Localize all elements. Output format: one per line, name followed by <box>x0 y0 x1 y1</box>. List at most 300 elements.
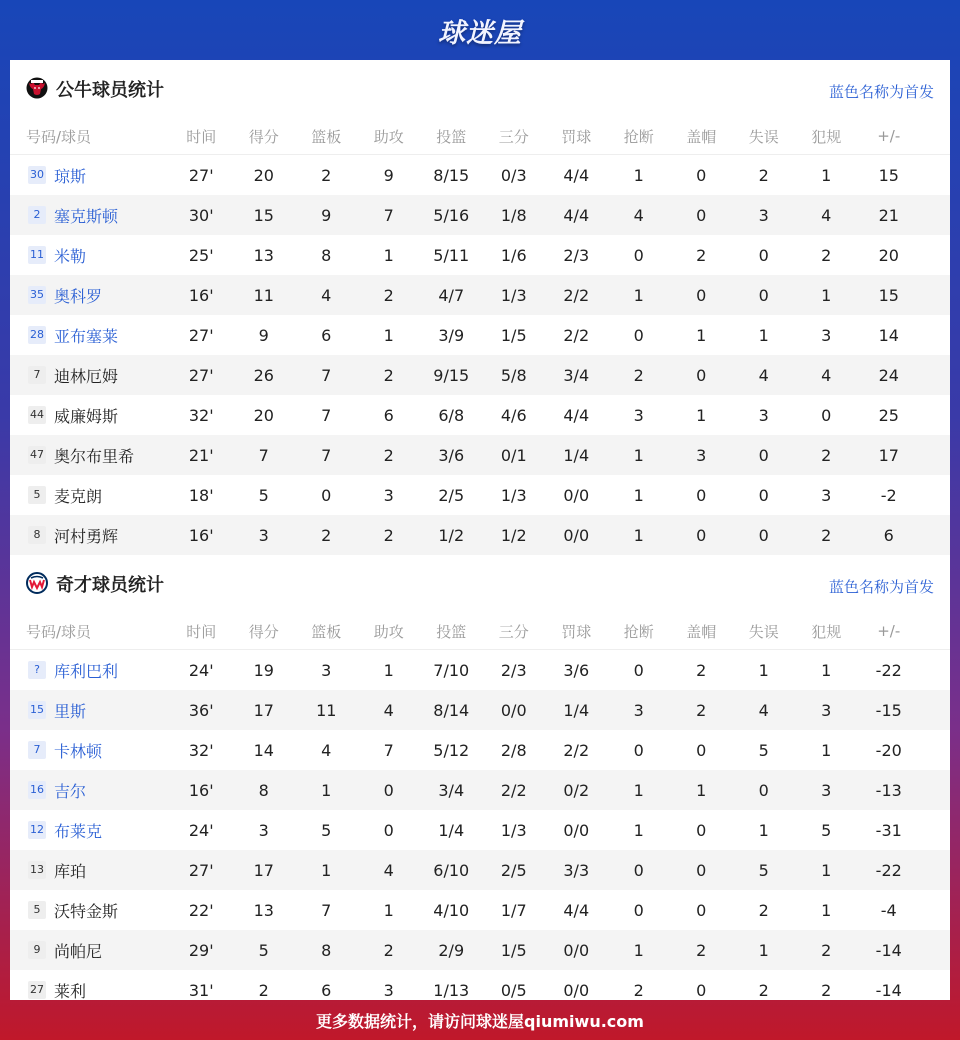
stat-cell: 5 <box>758 860 769 880</box>
stat-cell: 3/6 <box>563 660 590 680</box>
stat-cell: 0/5 <box>500 980 527 1000</box>
player-cell <box>10 819 170 842</box>
player-cell <box>10 899 170 922</box>
stat-cell: 2 <box>821 525 832 545</box>
stat-cell: 2/2 <box>563 740 590 760</box>
column-header: 篮板 <box>311 127 342 146</box>
stat-cell: 1 <box>633 525 644 545</box>
player-name[interactable]: 库利巴利 <box>54 661 119 681</box>
brand-bar <box>0 0 960 60</box>
team-section-wizards <box>10 555 950 1010</box>
stat-cell: 2 <box>633 980 644 1000</box>
stat-cell: 9 <box>321 205 332 225</box>
brand-logo: 球迷屋 <box>438 17 522 49</box>
stat-cell: 25' <box>188 245 214 265</box>
stat-cell: 13 <box>253 900 274 920</box>
stat-cell: 1 <box>633 445 644 465</box>
stat-cell: 2/2 <box>500 780 527 800</box>
stat-cell: 0 <box>633 660 644 680</box>
stat-cell: 0 <box>633 245 644 265</box>
stat-cell: 0 <box>758 445 769 465</box>
player-cell <box>10 204 170 227</box>
stat-cell: 1/4 <box>563 700 590 720</box>
stat-cell: 2/5 <box>438 485 465 505</box>
stat-cell: 4 <box>321 740 332 760</box>
stat-cell: 2/8 <box>500 740 527 760</box>
stat-cell: 4 <box>321 285 332 305</box>
stat-cell: 1 <box>383 325 394 345</box>
stat-cell: 0/2 <box>563 780 590 800</box>
stat-cell: 14 <box>253 740 274 760</box>
stat-cell: -22 <box>875 860 902 880</box>
stat-cell: 7 <box>383 205 394 225</box>
stat-cell: 0 <box>633 900 644 920</box>
player-name[interactable]: 奥尔布里希 <box>54 446 135 466</box>
player-row <box>10 235 950 275</box>
stat-cell: 2 <box>758 165 769 185</box>
stat-cell: -2 <box>880 485 897 505</box>
stat-cell: 3 <box>696 445 707 465</box>
stat-cell: 3 <box>258 525 269 545</box>
stat-cell: 2/2 <box>563 285 590 305</box>
column-header: +/- <box>877 622 901 640</box>
jersey-number: 8 <box>28 526 46 544</box>
stat-cell: 9 <box>258 325 269 345</box>
column-header: 犯规 <box>811 622 842 641</box>
player-row <box>10 690 950 730</box>
jersey-number: 2 <box>28 206 46 224</box>
stat-cell: -15 <box>875 700 902 720</box>
stat-cell: 0/0 <box>563 980 590 1000</box>
stat-cell: 5 <box>758 740 769 760</box>
stat-cell: 3 <box>821 325 832 345</box>
jersey-number: 11 <box>28 246 46 264</box>
stat-cell: 6/8 <box>438 405 465 425</box>
stat-cell: 3/4 <box>438 780 465 800</box>
stat-cell: 0 <box>383 780 394 800</box>
stat-cell: 3/9 <box>438 325 465 345</box>
player-cell <box>10 939 170 962</box>
jersey-number: 30 <box>28 166 46 184</box>
stat-cell: 5 <box>321 820 332 840</box>
stat-cell: 16' <box>188 285 214 305</box>
player-name[interactable]: 尚帕尼 <box>54 941 103 961</box>
footer-text[interactable]: 更多数据统计，请访问球迷屋qiumiwu.com <box>316 1011 644 1031</box>
stat-cell: 0 <box>633 740 644 760</box>
stat-cell: 4/4 <box>563 165 590 185</box>
stat-cell: 0 <box>696 900 707 920</box>
stat-cell: 1/2 <box>500 525 527 545</box>
jersey-number: ? <box>28 661 46 679</box>
stat-cell: -4 <box>880 900 897 920</box>
stat-cell: 1 <box>758 820 769 840</box>
stat-cell: 1/2 <box>438 525 465 545</box>
stat-cell: 9/15 <box>433 365 470 385</box>
stat-cell: 1/3 <box>500 285 527 305</box>
stat-cell: 0 <box>321 485 332 505</box>
column-header: 得分 <box>248 127 279 146</box>
jersey-number: 47 <box>28 446 46 464</box>
stat-cell: 4 <box>758 365 769 385</box>
jersey-number: 44 <box>28 406 46 424</box>
stat-cell: 27' <box>188 365 214 385</box>
stat-cell: 0 <box>696 485 707 505</box>
stat-cell: 3/4 <box>563 365 590 385</box>
stat-cell: 2/2 <box>563 325 590 345</box>
player-name[interactable]: 亚布塞莱 <box>54 326 119 346</box>
stat-cell: 24' <box>188 660 214 680</box>
stat-cell: 0/1 <box>500 445 527 465</box>
player-name[interactable]: 沃特金斯 <box>54 901 119 921</box>
stat-cell: 0/0 <box>563 940 590 960</box>
stat-cell: 0/0 <box>563 485 590 505</box>
player-row <box>10 475 950 515</box>
stat-cell: 4/6 <box>500 405 527 425</box>
player-cell <box>10 739 170 762</box>
stat-cell: 1/4 <box>438 820 465 840</box>
stat-cell: 7 <box>321 365 332 385</box>
stat-cell: 0 <box>696 980 707 1000</box>
stat-cell: 2 <box>821 980 832 1000</box>
player-cell <box>10 164 170 187</box>
player-cell <box>10 284 170 307</box>
stat-cell: 30' <box>188 205 214 225</box>
stat-cell: -14 <box>875 940 902 960</box>
stat-cell: 15 <box>253 205 274 225</box>
wizards-logo-icon <box>26 572 48 594</box>
column-header: 盖帽 <box>686 127 717 146</box>
stat-cell: 11 <box>316 700 337 720</box>
column-header: 助攻 <box>373 622 404 641</box>
stat-cell: -20 <box>875 740 902 760</box>
jersey-number: 13 <box>28 861 46 879</box>
stat-cell: 1/3 <box>500 820 527 840</box>
stat-cell: 1 <box>633 285 644 305</box>
team-header <box>10 555 950 613</box>
stat-cell: 17 <box>253 700 274 720</box>
player-row <box>10 395 950 435</box>
player-name[interactable]: 琼斯 <box>54 166 87 186</box>
player-row <box>10 810 950 850</box>
stat-cell: 5/12 <box>433 740 470 760</box>
stat-cell: 1 <box>821 165 832 185</box>
stat-cell: 15 <box>878 285 899 305</box>
stat-cell: 5 <box>821 820 832 840</box>
stat-cell: 0 <box>696 860 707 880</box>
jersey-number: 7 <box>28 366 46 384</box>
stat-cell: 4/7 <box>438 285 465 305</box>
stat-cell: 14 <box>878 325 899 345</box>
stat-cell: 4/4 <box>563 405 590 425</box>
stat-cell: 36' <box>188 700 214 720</box>
player-row <box>10 890 950 930</box>
stat-cell: 1/4 <box>563 445 590 465</box>
stat-cell: 3/3 <box>563 860 590 880</box>
stat-cell: 1 <box>696 325 707 345</box>
stat-cell: 0 <box>758 525 769 545</box>
stat-cell: 1 <box>633 165 644 185</box>
stat-cell: 0 <box>696 820 707 840</box>
stat-cell: 7 <box>321 405 332 425</box>
column-header: 失误 <box>748 127 779 146</box>
jersey-number: 16 <box>28 781 46 799</box>
stat-cell: 0 <box>696 285 707 305</box>
column-header: +/- <box>877 127 901 145</box>
stat-cell: 24 <box>878 365 899 385</box>
jersey-number: 9 <box>28 941 46 959</box>
column-header: 三分 <box>498 127 529 146</box>
team-title: 公牛球员统计 <box>56 80 164 101</box>
stat-cell: 1 <box>633 820 644 840</box>
stat-cell: 3 <box>633 405 644 425</box>
stat-cell: 4 <box>633 205 644 225</box>
jersey-number: 7 <box>28 741 46 759</box>
stat-cell: 26 <box>253 365 274 385</box>
player-row <box>10 850 950 890</box>
stat-cell: 1/3 <box>500 485 527 505</box>
player-row <box>10 155 950 195</box>
stat-cell: 4 <box>821 365 832 385</box>
player-cell <box>10 404 170 427</box>
stat-cell: 2/5 <box>500 860 527 880</box>
player-cell <box>10 324 170 347</box>
stat-cell: 2 <box>383 940 394 960</box>
stat-cell: 3 <box>821 485 832 505</box>
column-header: 失误 <box>748 622 779 641</box>
stat-cell: 1 <box>321 780 332 800</box>
stat-cell: 27' <box>188 165 214 185</box>
stat-cell: 7/10 <box>433 660 470 680</box>
stat-cell: 5/16 <box>433 205 470 225</box>
stat-cell: 2 <box>758 980 769 1000</box>
player-name[interactable]: 麦克朗 <box>54 486 103 506</box>
stat-cell: 0 <box>696 525 707 545</box>
player-name[interactable]: 吉尔 <box>54 781 87 801</box>
stat-cell: 27' <box>188 860 214 880</box>
stat-cell: 16' <box>188 525 214 545</box>
stat-cell: 19 <box>253 660 274 680</box>
player-name[interactable]: 河村勇辉 <box>54 526 119 546</box>
stat-cell: 2 <box>696 940 707 960</box>
player-cell <box>10 699 170 722</box>
stat-cell: 1/8 <box>500 205 527 225</box>
stat-cell: 6 <box>883 525 894 545</box>
player-row <box>10 650 950 690</box>
stat-cell: 8 <box>321 245 332 265</box>
stat-cell: 1 <box>821 860 832 880</box>
stat-cell: 3 <box>383 980 394 1000</box>
player-name[interactable]: 米勒 <box>54 246 87 266</box>
stat-cell: 3 <box>821 700 832 720</box>
stat-cell: 8/14 <box>433 700 470 720</box>
stat-cell: 3 <box>633 700 644 720</box>
stat-cell: 0/0 <box>563 525 590 545</box>
player-name[interactable]: 布莱克 <box>54 821 103 841</box>
stat-cell: 2 <box>821 245 832 265</box>
stat-cell: 6 <box>383 405 394 425</box>
stat-cell: 4 <box>383 700 394 720</box>
stat-cell: 1 <box>821 740 832 760</box>
jersey-number: 27 <box>28 981 46 999</box>
bulls-logo-icon <box>26 77 48 99</box>
player-name[interactable]: 卡林顿 <box>54 741 103 761</box>
player-row <box>10 195 950 235</box>
stat-cell: 2 <box>696 245 707 265</box>
stat-cell: 2/9 <box>438 940 465 960</box>
player-row <box>10 515 950 555</box>
stat-cell: 0 <box>758 285 769 305</box>
player-cell <box>10 524 170 547</box>
stat-cell: 2 <box>383 525 394 545</box>
stat-cell: 0 <box>758 780 769 800</box>
jersey-number: 35 <box>28 286 46 304</box>
stat-cell: 2 <box>821 445 832 465</box>
stat-cell: 1 <box>633 940 644 960</box>
stat-cell: 7 <box>321 445 332 465</box>
stat-cell: 1 <box>758 325 769 345</box>
stat-cell: 2 <box>258 980 269 1000</box>
stat-cell: 8/15 <box>433 165 470 185</box>
stat-cell: 0 <box>696 365 707 385</box>
stat-cell: 2 <box>383 365 394 385</box>
player-name[interactable]: 莱利 <box>54 981 87 1001</box>
stat-cell: 2 <box>821 940 832 960</box>
stat-cell: -13 <box>875 780 902 800</box>
stat-cell: 0/0 <box>563 820 590 840</box>
stat-cell: 4/4 <box>563 205 590 225</box>
stat-cell: 6/10 <box>433 860 470 880</box>
footer-banner <box>0 1000 960 1040</box>
player-cell <box>10 859 170 882</box>
stat-cell: 1 <box>321 860 332 880</box>
stat-cell: 29' <box>188 940 214 960</box>
column-header: 罚球 <box>561 622 592 641</box>
stat-cell: 1 <box>758 940 769 960</box>
player-row <box>10 355 950 395</box>
stat-cell: 2 <box>758 900 769 920</box>
stat-cell: 1/5 <box>500 940 527 960</box>
player-name[interactable]: 塞克斯顿 <box>54 206 119 226</box>
starter-legend: 蓝色名称为首发 <box>828 578 934 596</box>
player-name[interactable]: 奥科罗 <box>54 286 103 306</box>
stat-cell: 0 <box>821 405 832 425</box>
stat-cell: 0/3 <box>500 165 527 185</box>
stat-cell: 3 <box>758 205 769 225</box>
player-cell <box>10 779 170 802</box>
stat-cell: 5 <box>258 485 269 505</box>
column-header: 投篮 <box>436 127 467 146</box>
stat-cell: 3 <box>758 405 769 425</box>
stat-cell: 2 <box>321 165 332 185</box>
stat-cell: 4 <box>758 700 769 720</box>
player-row <box>10 770 950 810</box>
stat-cell: 7 <box>383 740 394 760</box>
stat-cell: 0 <box>383 820 394 840</box>
stat-cell: 4 <box>821 205 832 225</box>
jersey-number: 5 <box>28 486 46 504</box>
stat-cell: 11 <box>253 285 274 305</box>
player-row <box>10 930 950 970</box>
stat-cell: 2 <box>696 700 707 720</box>
stat-cell: 1 <box>633 780 644 800</box>
stat-cell: 3/6 <box>438 445 465 465</box>
player-name[interactable]: 威廉姆斯 <box>54 406 119 426</box>
stat-cell: 1/6 <box>500 245 527 265</box>
player-name[interactable]: 里斯 <box>54 701 87 721</box>
column-header: 助攻 <box>373 127 404 146</box>
stat-cell: 20 <box>253 405 274 425</box>
player-cell <box>10 484 170 507</box>
stat-cell: 0 <box>633 860 644 880</box>
player-row <box>10 435 950 475</box>
stat-cell: 25 <box>878 405 899 425</box>
stat-cell: 0 <box>758 485 769 505</box>
stat-cell: 3 <box>258 820 269 840</box>
player-cell <box>10 364 170 387</box>
stat-cell: 0 <box>758 245 769 265</box>
player-row <box>10 275 950 315</box>
stat-cell: 32' <box>188 405 214 425</box>
stat-cell: 15 <box>878 165 899 185</box>
stat-cell: 0/0 <box>500 700 527 720</box>
player-cell <box>10 659 170 682</box>
stat-cell: 7 <box>258 445 269 465</box>
stat-cell: 2 <box>383 285 394 305</box>
column-header: 得分 <box>248 622 279 641</box>
stat-cell: 24' <box>188 820 214 840</box>
stat-cell: 1 <box>696 780 707 800</box>
stat-cell: 22' <box>188 900 214 920</box>
stat-cell: 3 <box>321 660 332 680</box>
table-header-row <box>10 613 950 650</box>
stat-cell: 4/4 <box>563 900 590 920</box>
jersey-number: 12 <box>28 821 46 839</box>
player-name[interactable]: 库珀 <box>54 861 87 881</box>
stat-cell: 20 <box>253 165 274 185</box>
stat-cell: 1 <box>383 245 394 265</box>
column-header: 时间 <box>186 127 217 146</box>
jersey-number: 28 <box>28 326 46 344</box>
stat-cell: 8 <box>321 940 332 960</box>
stat-cell: 20 <box>878 245 899 265</box>
column-header: 抢断 <box>623 127 654 146</box>
player-name[interactable]: 迪林厄姆 <box>54 366 119 386</box>
stat-cell: 6 <box>321 980 332 1000</box>
stat-cell: 21 <box>878 205 899 225</box>
column-header: 盖帽 <box>686 622 717 641</box>
stat-cell: 2/3 <box>563 245 590 265</box>
stat-cell: 1 <box>696 405 707 425</box>
stat-cell: 17 <box>878 445 899 465</box>
stat-cell: 21' <box>188 445 214 465</box>
stat-cell: 6 <box>321 325 332 345</box>
team-title: 奇才球员统计 <box>56 575 164 596</box>
stat-cell: 0 <box>696 205 707 225</box>
stat-cell: 13 <box>253 245 274 265</box>
stat-cell: 17 <box>253 860 274 880</box>
stat-cell: 0 <box>633 325 644 345</box>
jersey-number: 5 <box>28 901 46 919</box>
stat-cell: 5/11 <box>433 245 470 265</box>
stat-cell: 0 <box>696 740 707 760</box>
stat-cell: 1 <box>633 485 644 505</box>
jersey-number: 15 <box>28 701 46 719</box>
stat-cell: 1/13 <box>433 980 470 1000</box>
stat-cell: 1 <box>821 900 832 920</box>
stat-cell: 31' <box>188 980 214 1000</box>
stat-cell: 27' <box>188 325 214 345</box>
stat-cell: 0 <box>696 165 707 185</box>
